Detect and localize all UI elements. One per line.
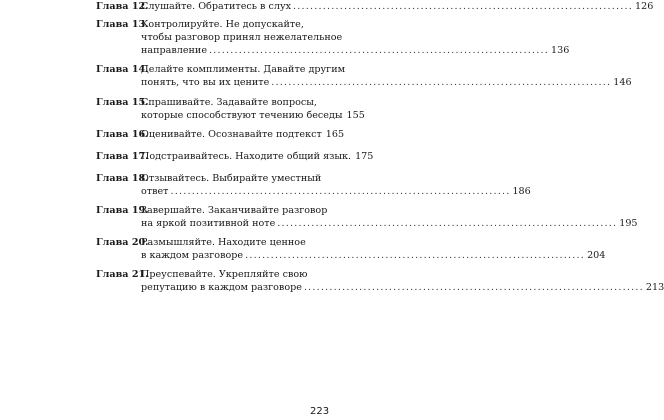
chapter-title-line: Контролируйте. Не допускайте, <box>141 19 304 30</box>
chapter-number: Глава 12. <box>96 1 149 12</box>
chapter-title <box>141 63 632 89</box>
dot-leader: ................................................................................ <box>170 186 511 197</box>
chapter-number: Глава 15. <box>96 97 149 108</box>
dot-leader: ................................................................................ <box>277 218 618 229</box>
chapter-title-line: на яркой позитивной ноте <box>141 218 276 229</box>
chapter-title-line: которые способствуют течению беседы <box>141 110 343 121</box>
chapter-title-line: Отзывайтесь. Выбирайте уместный <box>141 173 322 184</box>
chapter-title-line: Слушайте. Обратитесь в слух <box>141 1 292 12</box>
chapter-title-line: Делайте комплименты. Давайте другим <box>141 64 346 75</box>
chapter-title-line: Преуспевайте. Укрепляйте свою <box>141 269 308 280</box>
chapter-title-line: репутацию в каждом разговоре <box>141 282 302 293</box>
chapter-title-line: в каждом разговоре <box>141 250 244 261</box>
chapter-title-line: Спрашивайте. Задавайте вопросы, <box>141 97 317 108</box>
chapter-number: Глава 17. <box>96 151 149 162</box>
dot-leader: ................................................................................ <box>303 282 644 293</box>
toc-page-number: 126 <box>634 1 654 12</box>
toc-page-number: 213 <box>645 282 664 293</box>
chapter-number: Глава 16. <box>96 129 149 140</box>
chapter-title <box>141 18 570 57</box>
chapter-title-line: направление <box>141 45 208 56</box>
toc-page-number: 186 <box>512 186 531 197</box>
toc-page-number: 136 <box>550 45 570 56</box>
chapter-title <box>141 96 365 122</box>
chapter-title <box>141 128 345 141</box>
toc-page-number: 175 <box>355 151 374 162</box>
page-number: 223 <box>310 406 330 417</box>
dot-leader: ................................................................................ <box>271 77 612 88</box>
chapter-title <box>141 236 606 262</box>
dot-leader: ................................................................................ <box>209 45 549 56</box>
chapter-title-line: понять, что вы их цените <box>141 77 270 88</box>
chapter-title-line: Подстраивайтесь. Находите общий язык. <box>141 151 352 162</box>
chapter-number: Глава 14. <box>96 64 149 75</box>
chapter-number: Глава 21. <box>96 269 149 280</box>
toc-page-number: 146 <box>613 77 632 88</box>
chapter-title-line: Завершайте. Заканчивайте разговор <box>141 205 328 216</box>
chapter-title-line: ответ <box>141 186 169 197</box>
toc-page-number: 165 <box>325 129 345 140</box>
chapter-title-line: Размышляйте. Находите ценное <box>141 237 306 248</box>
dot-leader: ................................................................................ <box>245 250 586 261</box>
chapter-number: Глава 18. <box>96 173 149 184</box>
chapter-title <box>141 0 654 13</box>
chapter-title <box>141 268 664 294</box>
chapter-title-line: Оценивайте. Осознавайте подтекст <box>141 129 322 140</box>
chapter-number: Глава 13. <box>96 19 149 30</box>
toc-page-number: 204 <box>587 250 606 261</box>
chapter-title <box>141 204 638 230</box>
chapter-number: Глава 20. <box>96 237 149 248</box>
chapter-title-line: чтобы разговор принял нежелательное <box>141 32 343 43</box>
toc-page-number: 195 <box>619 218 638 229</box>
chapter-title <box>141 150 374 163</box>
toc-page-number: 155 <box>346 110 365 121</box>
chapter-title <box>141 172 531 198</box>
dot-leader: ................................................................................ <box>293 1 633 12</box>
chapter-number: Глава 19. <box>96 205 149 216</box>
